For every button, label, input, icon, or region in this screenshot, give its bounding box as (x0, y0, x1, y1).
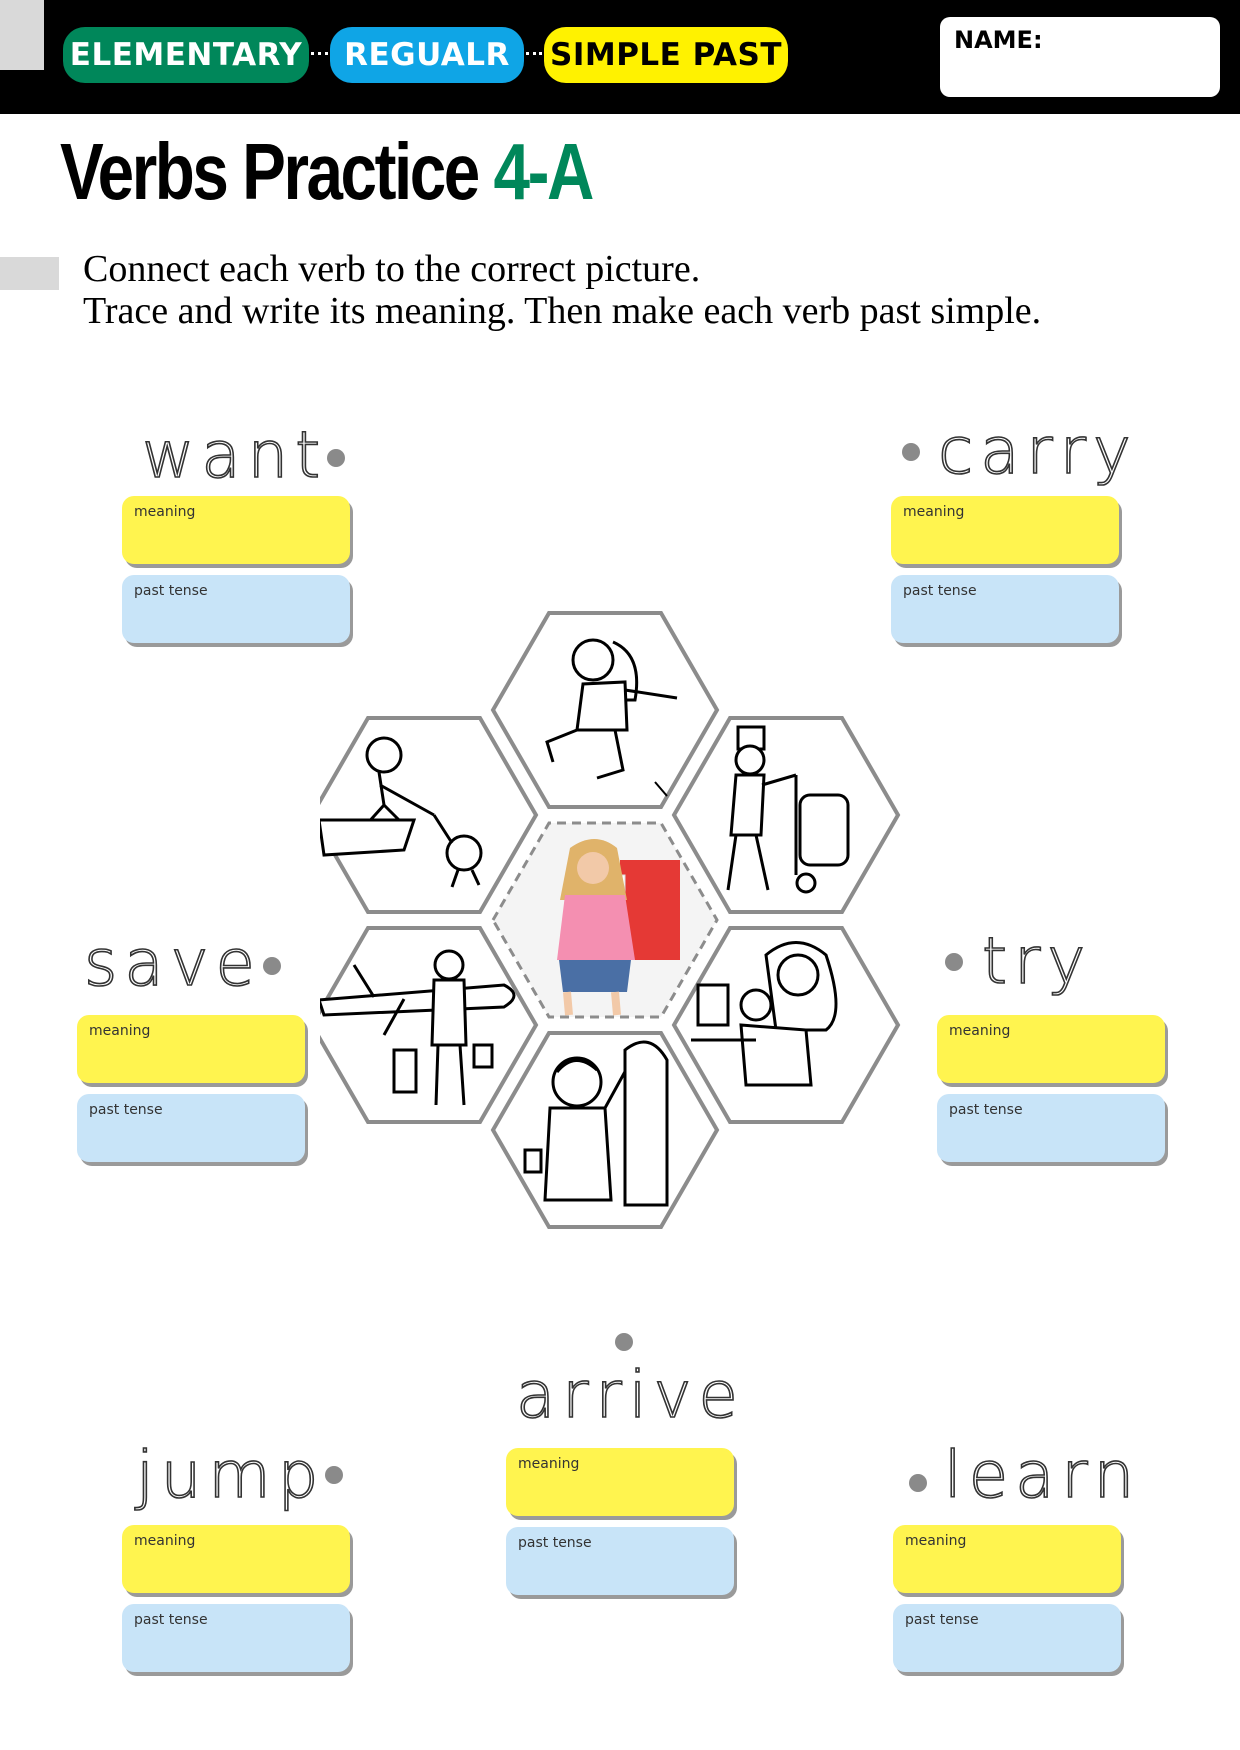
boy-at-door-icon[interactable] (493, 1033, 717, 1227)
boy-pulling-dog-icon[interactable] (320, 718, 536, 912)
past-tense-label: past tense (134, 1612, 208, 1628)
meaning-box-save[interactable] (77, 1015, 305, 1083)
dotted-connector (526, 52, 542, 59)
past-tense-label: past tense (905, 1612, 979, 1628)
girl-choosing-clothes-photo[interactable] (493, 823, 717, 1017)
header-bar (0, 0, 1240, 114)
verb-jump: jump (136, 1439, 326, 1513)
verb-save: save (84, 927, 262, 1001)
verb-try: try (982, 925, 1093, 999)
past-tense-label: past tense (903, 583, 977, 599)
meaning-box-arrive[interactable] (506, 1448, 734, 1516)
page-title (60, 126, 592, 218)
verb-want: want (142, 419, 328, 493)
picture-hexagon-cluster (320, 610, 920, 1250)
title-accent: 4-A (493, 127, 592, 216)
connect-dot-learn[interactable] (909, 1474, 927, 1492)
connect-dot-arrive[interactable] (615, 1333, 633, 1351)
name-label: NAME: (954, 26, 1043, 54)
verb-arrive: arrive (516, 1359, 745, 1433)
title-main: Verbs Practice (60, 127, 478, 216)
meaning-label: meaning (905, 1533, 967, 1549)
meaning-label: meaning (903, 504, 965, 520)
past-tense-box-learn[interactable] (893, 1604, 1121, 1672)
connect-dot-jump[interactable] (325, 1466, 343, 1484)
connect-dot-carry[interactable] (902, 443, 920, 461)
meaning-box-learn[interactable] (893, 1525, 1121, 1593)
meaning-box-carry[interactable] (891, 496, 1119, 564)
girl-jumping-icon[interactable] (493, 613, 717, 807)
meaning-label: meaning (949, 1023, 1011, 1039)
instruction-line-1: Connect each verb to the correct picture. (83, 248, 701, 290)
past-tense-label: past tense (89, 1102, 163, 1118)
verb-carry: carry (938, 415, 1138, 489)
past-tense-box-jump[interactable] (122, 1604, 350, 1672)
level-badge: ELEMENTARY (63, 27, 309, 83)
instructions (83, 248, 1041, 332)
name-field[interactable] (940, 17, 1220, 97)
past-tense-box-try[interactable] (937, 1094, 1165, 1162)
past-tense-label: past tense (518, 1535, 592, 1551)
man-pushing-trolley-icon[interactable] (674, 718, 898, 912)
meaning-box-jump[interactable] (122, 1525, 350, 1593)
meaning-box-want[interactable] (122, 496, 350, 564)
past-tense-box-want[interactable] (122, 575, 350, 643)
meaning-label: meaning (134, 1533, 196, 1549)
man-at-airport-icon[interactable] (320, 928, 536, 1122)
connect-dot-save[interactable] (263, 957, 281, 975)
past-tense-label: past tense (949, 1102, 1023, 1118)
connect-dot-want[interactable] (327, 449, 345, 467)
instruction-marker (0, 257, 59, 290)
mother-and-child-at-computer-icon[interactable] (674, 928, 898, 1122)
meaning-box-try[interactable] (937, 1015, 1165, 1083)
meaning-label: meaning (518, 1456, 580, 1472)
meaning-label: meaning (89, 1023, 151, 1039)
dotted-connector (311, 52, 328, 59)
type-badge: REGUALR (330, 27, 524, 83)
verb-learn: learn (944, 1439, 1142, 1513)
topic-badge: SIMPLE PAST (544, 27, 788, 83)
corner-tab (0, 0, 44, 70)
past-tense-box-save[interactable] (77, 1094, 305, 1162)
meaning-label: meaning (134, 504, 196, 520)
connect-dot-try[interactable] (945, 953, 963, 971)
past-tense-box-arrive[interactable] (506, 1527, 734, 1595)
past-tense-label: past tense (134, 583, 208, 599)
past-tense-box-carry[interactable] (891, 575, 1119, 643)
instruction-line-2: Trace and write its meaning. Then make each verb past simple. (83, 290, 1042, 332)
